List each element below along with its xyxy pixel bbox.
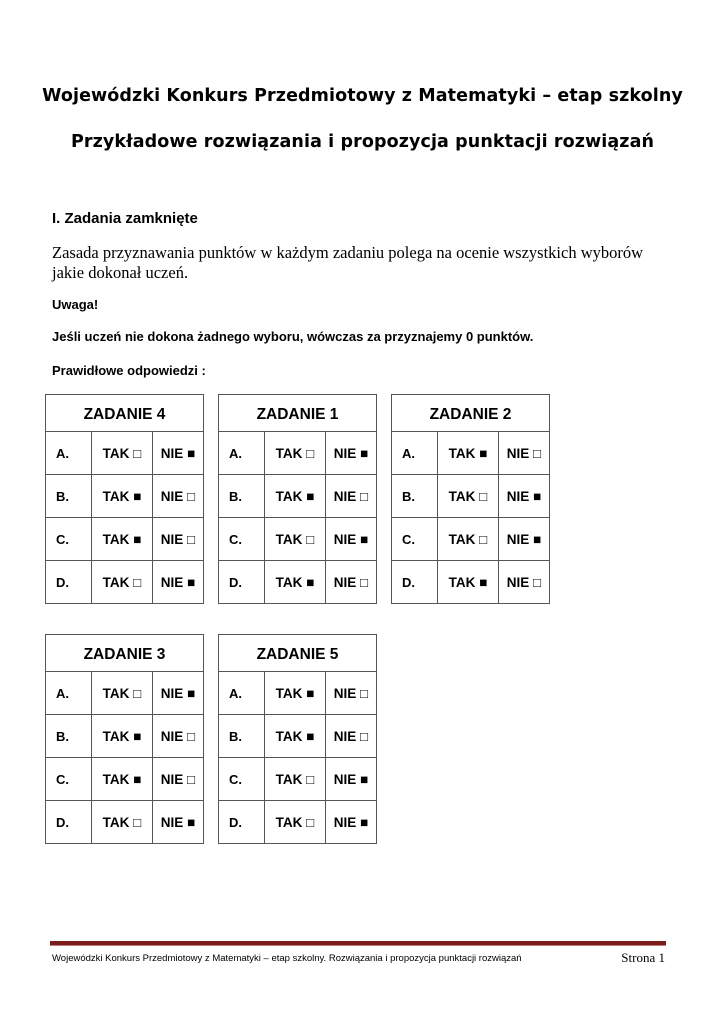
option-letter: A.	[46, 672, 92, 715]
table-title: ZADANIE 3	[46, 635, 204, 672]
tak-cell: TAK ■	[265, 715, 326, 758]
option-letter: A.	[219, 672, 265, 715]
option-letter: B.	[46, 475, 92, 518]
option-letter: D.	[219, 801, 265, 844]
table-row	[46, 715, 204, 758]
tak-cell: TAK ■	[265, 475, 326, 518]
table-row	[46, 432, 204, 475]
section-heading: I. Zadania zamknięte	[52, 210, 198, 227]
option-letter: B.	[219, 475, 265, 518]
document-subtitle: Przykładowe rozwiązania i propozycja punktacji rozwiązań	[70, 132, 655, 152]
warning-text: Jeśli uczeń nie dokona żadnego wyboru, wówczas za przyznajemy 0 punktów.	[52, 329, 534, 344]
nie-cell: NIE □	[153, 475, 204, 518]
nie-cell: NIE ■	[153, 561, 204, 604]
table-row	[219, 432, 377, 475]
footer-text: Wojewódzki Konkurs Przedmiotowy z Matematyki – etap szkolny. Rozwiązania i propozycja punktacji rozwiązań	[52, 953, 522, 964]
nie-cell: NIE ■	[326, 518, 377, 561]
tak-cell: TAK □	[92, 672, 153, 715]
option-letter: D.	[46, 561, 92, 604]
scoring-rule-text: Zasada przyznawania punktów w każdym zadaniu polega na ocenie wszystkich wyborów jakie dokonał uczeń.	[52, 243, 644, 282]
option-letter: C.	[46, 518, 92, 561]
nie-cell: NIE □	[499, 561, 550, 604]
option-letter: B.	[392, 475, 438, 518]
nie-cell: NIE □	[153, 518, 204, 561]
table-row	[219, 475, 377, 518]
nie-cell: NIE ■	[326, 758, 377, 801]
nie-cell: NIE □	[326, 561, 377, 604]
tak-cell: TAK □	[92, 801, 153, 844]
table-row	[219, 758, 377, 801]
option-letter: B.	[46, 715, 92, 758]
warning-label: Uwaga!	[52, 297, 99, 312]
answer-table-zadanie-5	[218, 634, 377, 844]
table-row	[219, 561, 377, 604]
document-title: Wojewódzki Konkurs Przedmiotowy z Matematyki – etap szkolny	[42, 86, 683, 106]
table-row	[46, 475, 204, 518]
nie-cell: NIE ■	[153, 672, 204, 715]
nie-cell: NIE ■	[499, 475, 550, 518]
tak-cell: TAK □	[92, 432, 153, 475]
option-letter: B.	[219, 715, 265, 758]
answer-table-zadanie-1	[218, 394, 377, 604]
nie-cell: NIE ■	[326, 801, 377, 844]
nie-cell: NIE □	[326, 475, 377, 518]
tak-cell: TAK □	[265, 801, 326, 844]
table-row	[392, 432, 550, 475]
tak-cell: TAK ■	[92, 758, 153, 801]
table-row	[219, 518, 377, 561]
tak-cell: TAK □	[438, 518, 499, 561]
tak-cell: TAK □	[92, 561, 153, 604]
tak-cell: TAK ■	[92, 715, 153, 758]
nie-cell: NIE □	[153, 758, 204, 801]
option-letter: A.	[392, 432, 438, 475]
table-title: ZADANIE 5	[219, 635, 377, 672]
footer-divider	[50, 941, 666, 946]
nie-cell: NIE □	[326, 672, 377, 715]
table-row	[46, 801, 204, 844]
table-title: ZADANIE 1	[219, 395, 377, 432]
table-title: ZADANIE 2	[392, 395, 550, 432]
nie-cell: NIE □	[153, 715, 204, 758]
option-letter: A.	[219, 432, 265, 475]
table-title: ZADANIE 4	[46, 395, 204, 432]
tak-cell: TAK ■	[92, 518, 153, 561]
table-row	[392, 518, 550, 561]
table-row	[392, 475, 550, 518]
table-row	[46, 518, 204, 561]
tak-cell: TAK ■	[265, 672, 326, 715]
answer-table-zadanie-4	[45, 394, 204, 604]
tak-cell: TAK □	[265, 518, 326, 561]
tak-cell: TAK □	[438, 475, 499, 518]
option-letter: C.	[46, 758, 92, 801]
tak-cell: TAK ■	[438, 432, 499, 475]
tak-cell: TAK ■	[92, 475, 153, 518]
tak-cell: TAK ■	[438, 561, 499, 604]
option-letter: D.	[392, 561, 438, 604]
table-row	[46, 561, 204, 604]
tak-cell: TAK □	[265, 432, 326, 475]
table-row	[392, 561, 550, 604]
nie-cell: NIE ■	[153, 432, 204, 475]
nie-cell: NIE □	[326, 715, 377, 758]
answer-table-zadanie-3	[45, 634, 204, 844]
nie-cell: NIE ■	[326, 432, 377, 475]
tak-cell: TAK □	[265, 758, 326, 801]
nie-cell: NIE □	[499, 432, 550, 475]
option-letter: C.	[219, 758, 265, 801]
table-row	[219, 715, 377, 758]
nie-cell: NIE ■	[499, 518, 550, 561]
option-letter: C.	[392, 518, 438, 561]
option-letter: D.	[46, 801, 92, 844]
table-row	[219, 801, 377, 844]
option-letter: A.	[46, 432, 92, 475]
option-letter: C.	[219, 518, 265, 561]
answers-label: Prawidłowe odpowiedzi :	[52, 363, 206, 378]
answer-table-zadanie-2	[391, 394, 550, 604]
table-row	[219, 672, 377, 715]
option-letter: D.	[219, 561, 265, 604]
tak-cell: TAK ■	[265, 561, 326, 604]
table-row	[46, 758, 204, 801]
table-row	[46, 672, 204, 715]
page-number: Strona 1	[621, 950, 665, 965]
nie-cell: NIE ■	[153, 801, 204, 844]
